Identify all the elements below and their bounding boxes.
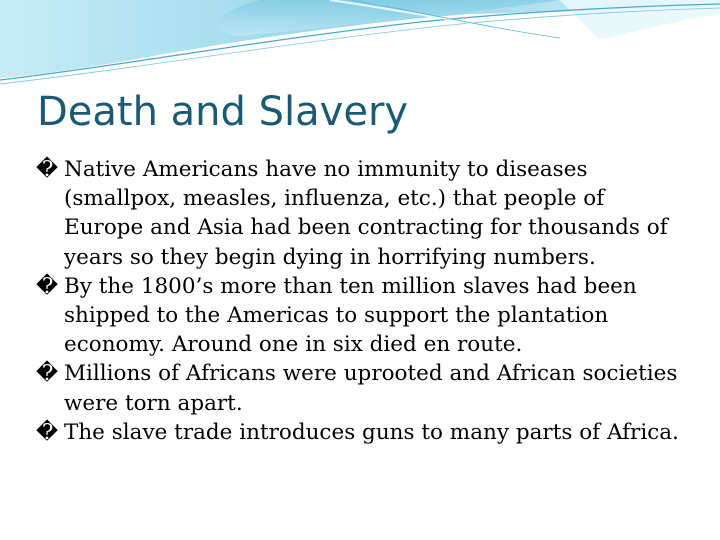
bullet-text: The slave trade introduces guns to many parts of Africa. bbox=[64, 419, 679, 445]
bullet-glyph-icon: � bbox=[36, 157, 59, 182]
bullet-item bbox=[36, 272, 686, 360]
bullet-item bbox=[36, 359, 686, 417]
bullet-text: Native Americans have no immunity to diseases (smallpox, measles, influenza, etc.) that people of Europe and Asia had been contracting for thousands of years so they begin dying in horrifying numbers. bbox=[64, 157, 668, 270]
bullet-text: Millions of Africans were uprooted and African societies were torn apart. bbox=[64, 361, 678, 416]
header-wave-decoration bbox=[0, 0, 720, 90]
bullet-glyph-icon: � bbox=[36, 273, 59, 299]
bullet-list bbox=[36, 155, 686, 447]
bullet-glyph-icon: � bbox=[36, 419, 59, 445]
bullet-text: By the 1800’s more than ten million slaves had been shipped to the Americas to support the plantation economy. Around one in six died en route. bbox=[64, 273, 637, 358]
bullet-item bbox=[36, 155, 686, 272]
bullet-item bbox=[36, 418, 686, 447]
bullet-glyph-icon: � bbox=[36, 361, 59, 387]
slide-title: Death and Slavery bbox=[37, 89, 409, 135]
